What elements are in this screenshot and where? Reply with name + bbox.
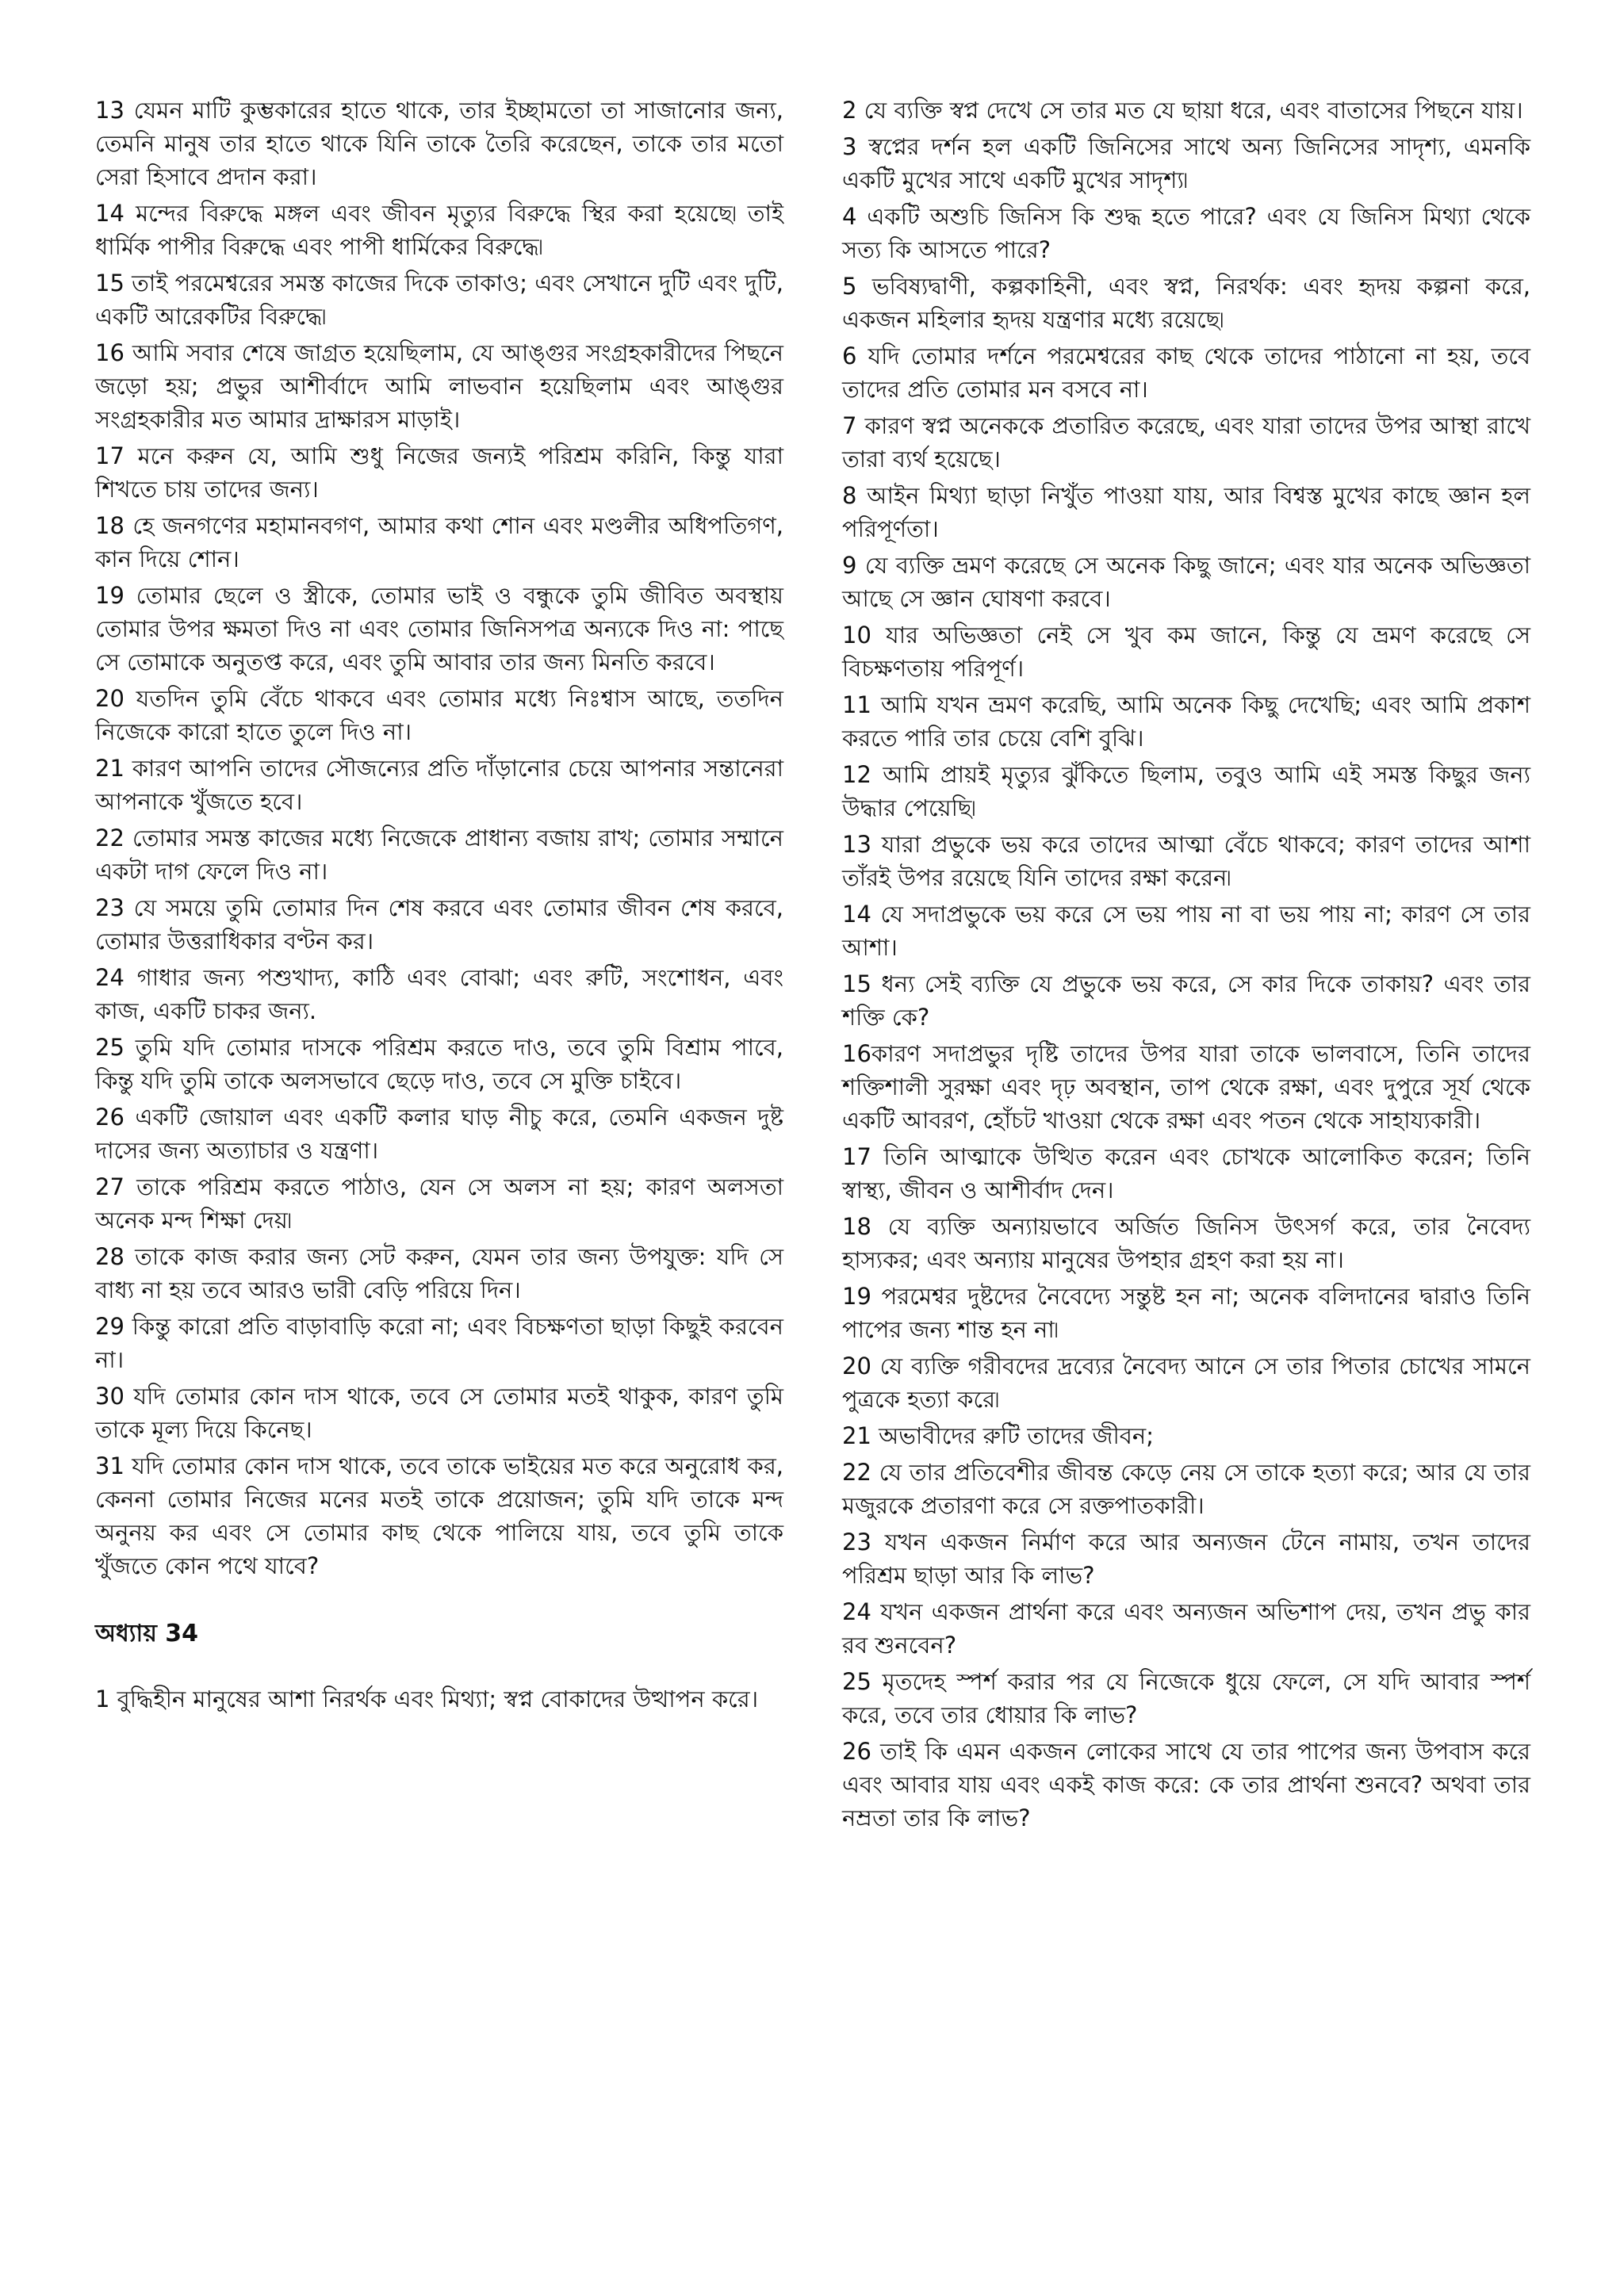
left-column — [95, 94, 783, 2234]
verse-paragraph: 27 তাকে পরিশ্রম করতে পাঠাও, যেন সে অলস না হয়; কারণ অলসতা অনেক মন্দ শিক্ষা দেয়৷ — [95, 1173, 783, 1234]
verse-paragraph: 20 যতদিন তুমি বেঁচে থাকবে এবং তোমার মধ্যে নিঃশ্বাস আছে, ততদিন নিজেকে কারো হাতে তুলে দিও না। — [95, 685, 783, 745]
verse-paragraph: 3 স্বপ্নের দর্শন হল একটি জিনিসের সাথে অন্য জিনিসের সাদৃশ্য, এমনকি একটি মুখের সাথে একটি মুখের সাদৃশ্য৷ — [842, 133, 1530, 193]
verse-paragraph: 31 যদি তোমার কোন দাস থাকে, তবে তাকে ভাইয়ের মত করে অনুরোধ কর, কেননা তোমার নিজের মনের মতই তাকে প্রয়োজন; তুমি যদি তাকে মন্দ অনুনয় কর এবং সে তোমার কাছ থেকে পালিয়ে যায়, তবে তুমি তাকে খুঁজতে কোন পথে যাবে? — [95, 1452, 783, 1579]
verse-paragraph: 18 হে জনগণের মহামানবগণ, আমার কথা শোন এবং মণ্ডলীর অধিপতিগণ, কান দিয়ে শোন। — [95, 512, 783, 572]
verse-paragraph: 15 তাই পরমেশ্বরের সমস্ত কাজের দিকে তাকাও; এবং সেখানে দুটি এবং দুটি, একটি আরেকটির বিরুদ্ধে৷ — [95, 270, 783, 330]
verse-paragraph: 2 যে ব্যক্তি স্বপ্ন দেখে সে তার মত যে ছায়া ধরে, এবং বাতাসের পিছনে যায়। — [842, 97, 1523, 124]
verse-paragraph: 24 যখন একজন প্রার্থনা করে এবং অন্যজন অভিশাপ দেয়, তখন প্রভু কার রব শুনবেন? — [842, 1598, 1530, 1659]
verse-paragraph: 21 অভাবীদের রুটি তাদের জীবন; — [842, 1422, 1155, 1449]
verse-paragraph: 26 একটি জোয়াল এবং একটি কলার ঘাড় নীচু করে, তেমনি একজন দুষ্ট দাসের জন্য অত্যাচার ও যন্ত্রণা। — [95, 1104, 783, 1164]
verse-paragraph: 7 কারণ স্বপ্ন অনেককে প্রতারিত করেছে, এবং যারা তাদের উপর আস্থা রাখে তারা ব্যর্থ হয়েছে। — [842, 412, 1530, 473]
verse-paragraph: 23 যে সময়ে তুমি তোমার দিন শেষ করবে এবং তোমার জীবন শেষ করবে, তোমার উত্তরাধিকার বণ্টন কর। — [95, 894, 783, 955]
page — [95, 94, 1530, 2234]
verse-paragraph: 14 যে সদাপ্রভুকে ভয় করে সে ভয় পায় না বা ভয় পায় না; কারণ সে তার আশা। — [842, 901, 1530, 961]
verse-paragraph: 22 যে তার প্রতিবেশীর জীবন্ত কেড়ে নেয় সে তাকে হত্যা করে; আর যে তার মজুরকে প্রতারণা করে সে রক্তপাতকারী। — [842, 1459, 1530, 1519]
verse-paragraph: 12 আমি প্রায়ই মৃত্যুর ঝুঁকিতে ছিলাম, তবুও আমি এই সমস্ত কিছুর জন্য উদ্ধার পেয়েছি৷ — [842, 761, 1530, 821]
verse-paragraph: 21 কারণ আপনি তাদের সৌজন্যের প্রতি দাঁড়ানোর চেয়ে আপনার সন্তানেরা আপনাকে খুঁজতে হবে। — [95, 755, 783, 815]
verse-paragraph: 15 ধন্য সেই ব্যক্তি যে প্রভুকে ভয় করে, সে কার দিকে তাকায়? এবং তার শক্তি কে? — [842, 970, 1530, 1031]
verse-paragraph: 22 তোমার সমস্ত কাজের মধ্যে নিজেকে প্রাধান্য বজায় রাখ; তোমার সম্মানে একটা দাগ ফেলে দিও না। — [95, 825, 783, 885]
verse-paragraph: 20 যে ব্যক্তি গরীবদের দ্রব্যের নৈবেদ্য আনে সে তার পিতার চোখের সামনে পুত্রকে হত্যা করে৷ — [842, 1353, 1530, 1413]
right-column — [842, 94, 1530, 2234]
verse-paragraph: 23 যখন একজন নির্মাণ করে আর অন্যজন টেনে নামায়, তখন তাদের পরিশ্রম ছাড়া আর কি লাভ? — [842, 1529, 1530, 1589]
verse-paragraph: 14 মন্দের বিরুদ্ধে মঙ্গল এবং জীবন মৃত্যুর বিরুদ্ধে স্থির করা হয়েছে৷ তাই ধার্মিক পাপীর বিরুদ্ধে এবং পাপী ধার্মিকের বিরুদ্ধে৷ — [95, 200, 783, 260]
verse-paragraph: 25 মৃতদেহ স্পর্শ করার পর যে নিজেকে ধুয়ে ফেলে, সে যদি আবার স্পর্শ করে, তবে তার ধোয়ার কি লাভ? — [842, 1668, 1530, 1728]
verse-paragraph: 16কারণ সদাপ্রভুর দৃষ্টি তাদের উপর যারা তাকে ভালবাসে, তিনি তাদের শক্তিশালী সুরক্ষা এবং দৃঢ় অবস্থান, তাপ থেকে রক্ষা, এবং দুপুরে সূর্য থেকে একটি আবরণ, হোঁচট খাওয়া থেকে রক্ষা এবং পতন থেকে সাহায্যকারী। — [842, 1040, 1530, 1134]
verse-paragraph: 17 তিনি আত্মাকে উত্থিত করেন এবং চোখকে আলোকিত করেন; তিনি স্বাস্থ্য, জীবন ও আশীর্বাদ দেন। — [842, 1143, 1530, 1203]
verse-paragraph: 30 যদি তোমার কোন দাস থাকে, তবে সে তোমার মতই থাকুক, কারণ তুমি তাকে মূল্য দিয়ে কিনেছ। — [95, 1383, 783, 1443]
verse-paragraph: 17 মনে করুন যে, আমি শুধু নিজের জন্যই পরিশ্রম করিনি, কিন্তু যারা শিখতে চায় তাদের জন্য। — [95, 442, 783, 503]
verse-paragraph: 4 একটি অশুচি জিনিস কি শুদ্ধ হতে পারে? এবং যে জিনিস মিথ্যা থেকে সত্য কি আসতে পারে? — [842, 203, 1530, 263]
verse-paragraph: 25 তুমি যদি তোমার দাসকে পরিশ্রম করতে দাও, তবে তুমি বিশ্রাম পাবে, কিন্তু যদি তুমি তাকে অলসভাবে ছেড়ে দাও, তবে সে মুক্তি চাইবে। — [95, 1034, 783, 1094]
verse-paragraph: 24 গাধার জন্য পশুখাদ্য, কাঠি এবং বোঝা; এবং রুটি, সংশোধন, এবং কাজ, একটি চাকর জন্য. — [95, 964, 783, 1024]
verse-paragraph: 1 বুদ্ধিহীন মানুষের আশা নিরর্থক এবং মিথ্যা; স্বপ্ন বোকাদের উত্থাপন করে। — [95, 1686, 759, 1712]
verse-paragraph: 9 যে ব্যক্তি ভ্রমণ করেছে সে অনেক কিছু জানে; এবং যার অনেক অভিজ্ঞতা আছে সে জ্ঞান ঘোষণা করবে। — [842, 552, 1530, 612]
verse-paragraph: 10 যার অভিজ্ঞতা নেই সে খুব কম জানে, কিন্তু যে ভ্রমণ করেছে সে বিচক্ষণতায় পরিপূর্ণ। — [842, 622, 1530, 682]
verse-paragraph: 6 যদি তোমার দর্শনে পরমেশ্বরের কাছ থেকে তাদের পাঠানো না হয়, তবে তাদের প্রতি তোমার মন বসবে না। — [842, 342, 1530, 403]
verse-paragraph: 18 যে ব্যক্তি অন্যায়ভাবে অর্জিত জিনিস উৎসর্গ করে, তার নৈবেদ্য হাস্যকর; এবং অন্যায় মানুষের উপহার গ্রহণ করা হয় না। — [842, 1213, 1530, 1273]
verse-paragraph: 29 কিন্তু কারো প্রতি বাড়াবাড়ি করো না; এবং বিচক্ষণতা ছাড়া কিছুই করবেন না। — [95, 1313, 783, 1373]
chapter-heading: অধ্যায় 34 — [95, 1620, 199, 1647]
verse-paragraph: 5 ভবিষ্যদ্বাণী, কল্পকাহিনী, এবং স্বপ্ন, নিরর্থক: এবং হৃদয় কল্পনা করে, একজন মহিলার হৃদয় যন্ত্রণার মধ্যে রয়েছে৷ — [842, 273, 1530, 333]
verse-paragraph: 11 আমি যখন ভ্রমণ করেছি, আমি অনেক কিছু দেখেছি; এবং আমি প্রকাশ করতে পারি তার চেয়ে বেশি বুঝি। — [842, 691, 1530, 752]
verse-paragraph: 13 যেমন মাটি কুম্ভকারের হাতে থাকে, তার ইচ্ছামতো তা সাজানোর জন্য, তেমনি মানুষ তার হাতে থাকে যিনি তাকে তৈরি করেছেন, তাকে তার মতো সেরা হিসাবে প্রদান করা। — [95, 97, 783, 190]
verse-paragraph: 16 আমি সবার শেষে জাগ্রত হয়েছিলাম, যে আঙ্গুর সংগ্রহকারীদের পিছনে জড়ো হয়; প্রভুর আশীর্বাদে আমি লাভবান হয়েছিলাম এবং আঙ্গুর সংগ্রহকারীর মত আমার দ্রাক্ষারস মাড়াই। — [95, 339, 783, 433]
verse-paragraph: 19 পরমেশ্বর দুষ্টদের নৈবেদ্যে সন্তুষ্ট হন না; অনেক বলিদানের দ্বারাও তিনি পাপের জন্য শান্ত হন না৷ — [842, 1283, 1530, 1343]
verse-paragraph: 26 তাই কি এমন একজন লোকের সাথে যে তার পাপের জন্য উপবাস করে এবং আবার যায় এবং একই কাজ করে: কে তার প্রার্থনা শুনবে? অথবা তার নম্রতা তার কি লাভ? — [842, 1738, 1530, 1831]
verse-paragraph: 28 তাকে কাজ করার জন্য সেট করুন, যেমন তার জন্য উপযুক্ত: যদি সে বাধ্য না হয় তবে আরও ভারী বেড়ি পরিয়ে দিন। — [95, 1243, 783, 1303]
verse-paragraph: 8 আইন মিথ্যা ছাড়া নিখুঁত পাওয়া যায়, আর বিশ্বস্ত মুখের কাছে জ্ঞান হল পরিপূর্ণতা। — [842, 482, 1530, 542]
verse-paragraph: 19 তোমার ছেলে ও স্ত্রীকে, তোমার ভাই ও বন্ধুকে তুমি জীবিত অবস্থায় তোমার উপর ক্ষমতা দিও না এবং তোমার জিনিসপত্র অন্যকে দিও না: পাছে সে তোমাকে অনুতপ্ত করে, এবং তুমি আবার তার জন্য মিনতি করবে। — [95, 582, 783, 675]
verse-paragraph: 13 যারা প্রভুকে ভয় করে তাদের আত্মা বেঁচে থাকবে; কারণ তাদের আশা তাঁরই উপর রয়েছে যিনি তাদের রক্ষা করেন৷ — [842, 831, 1530, 891]
